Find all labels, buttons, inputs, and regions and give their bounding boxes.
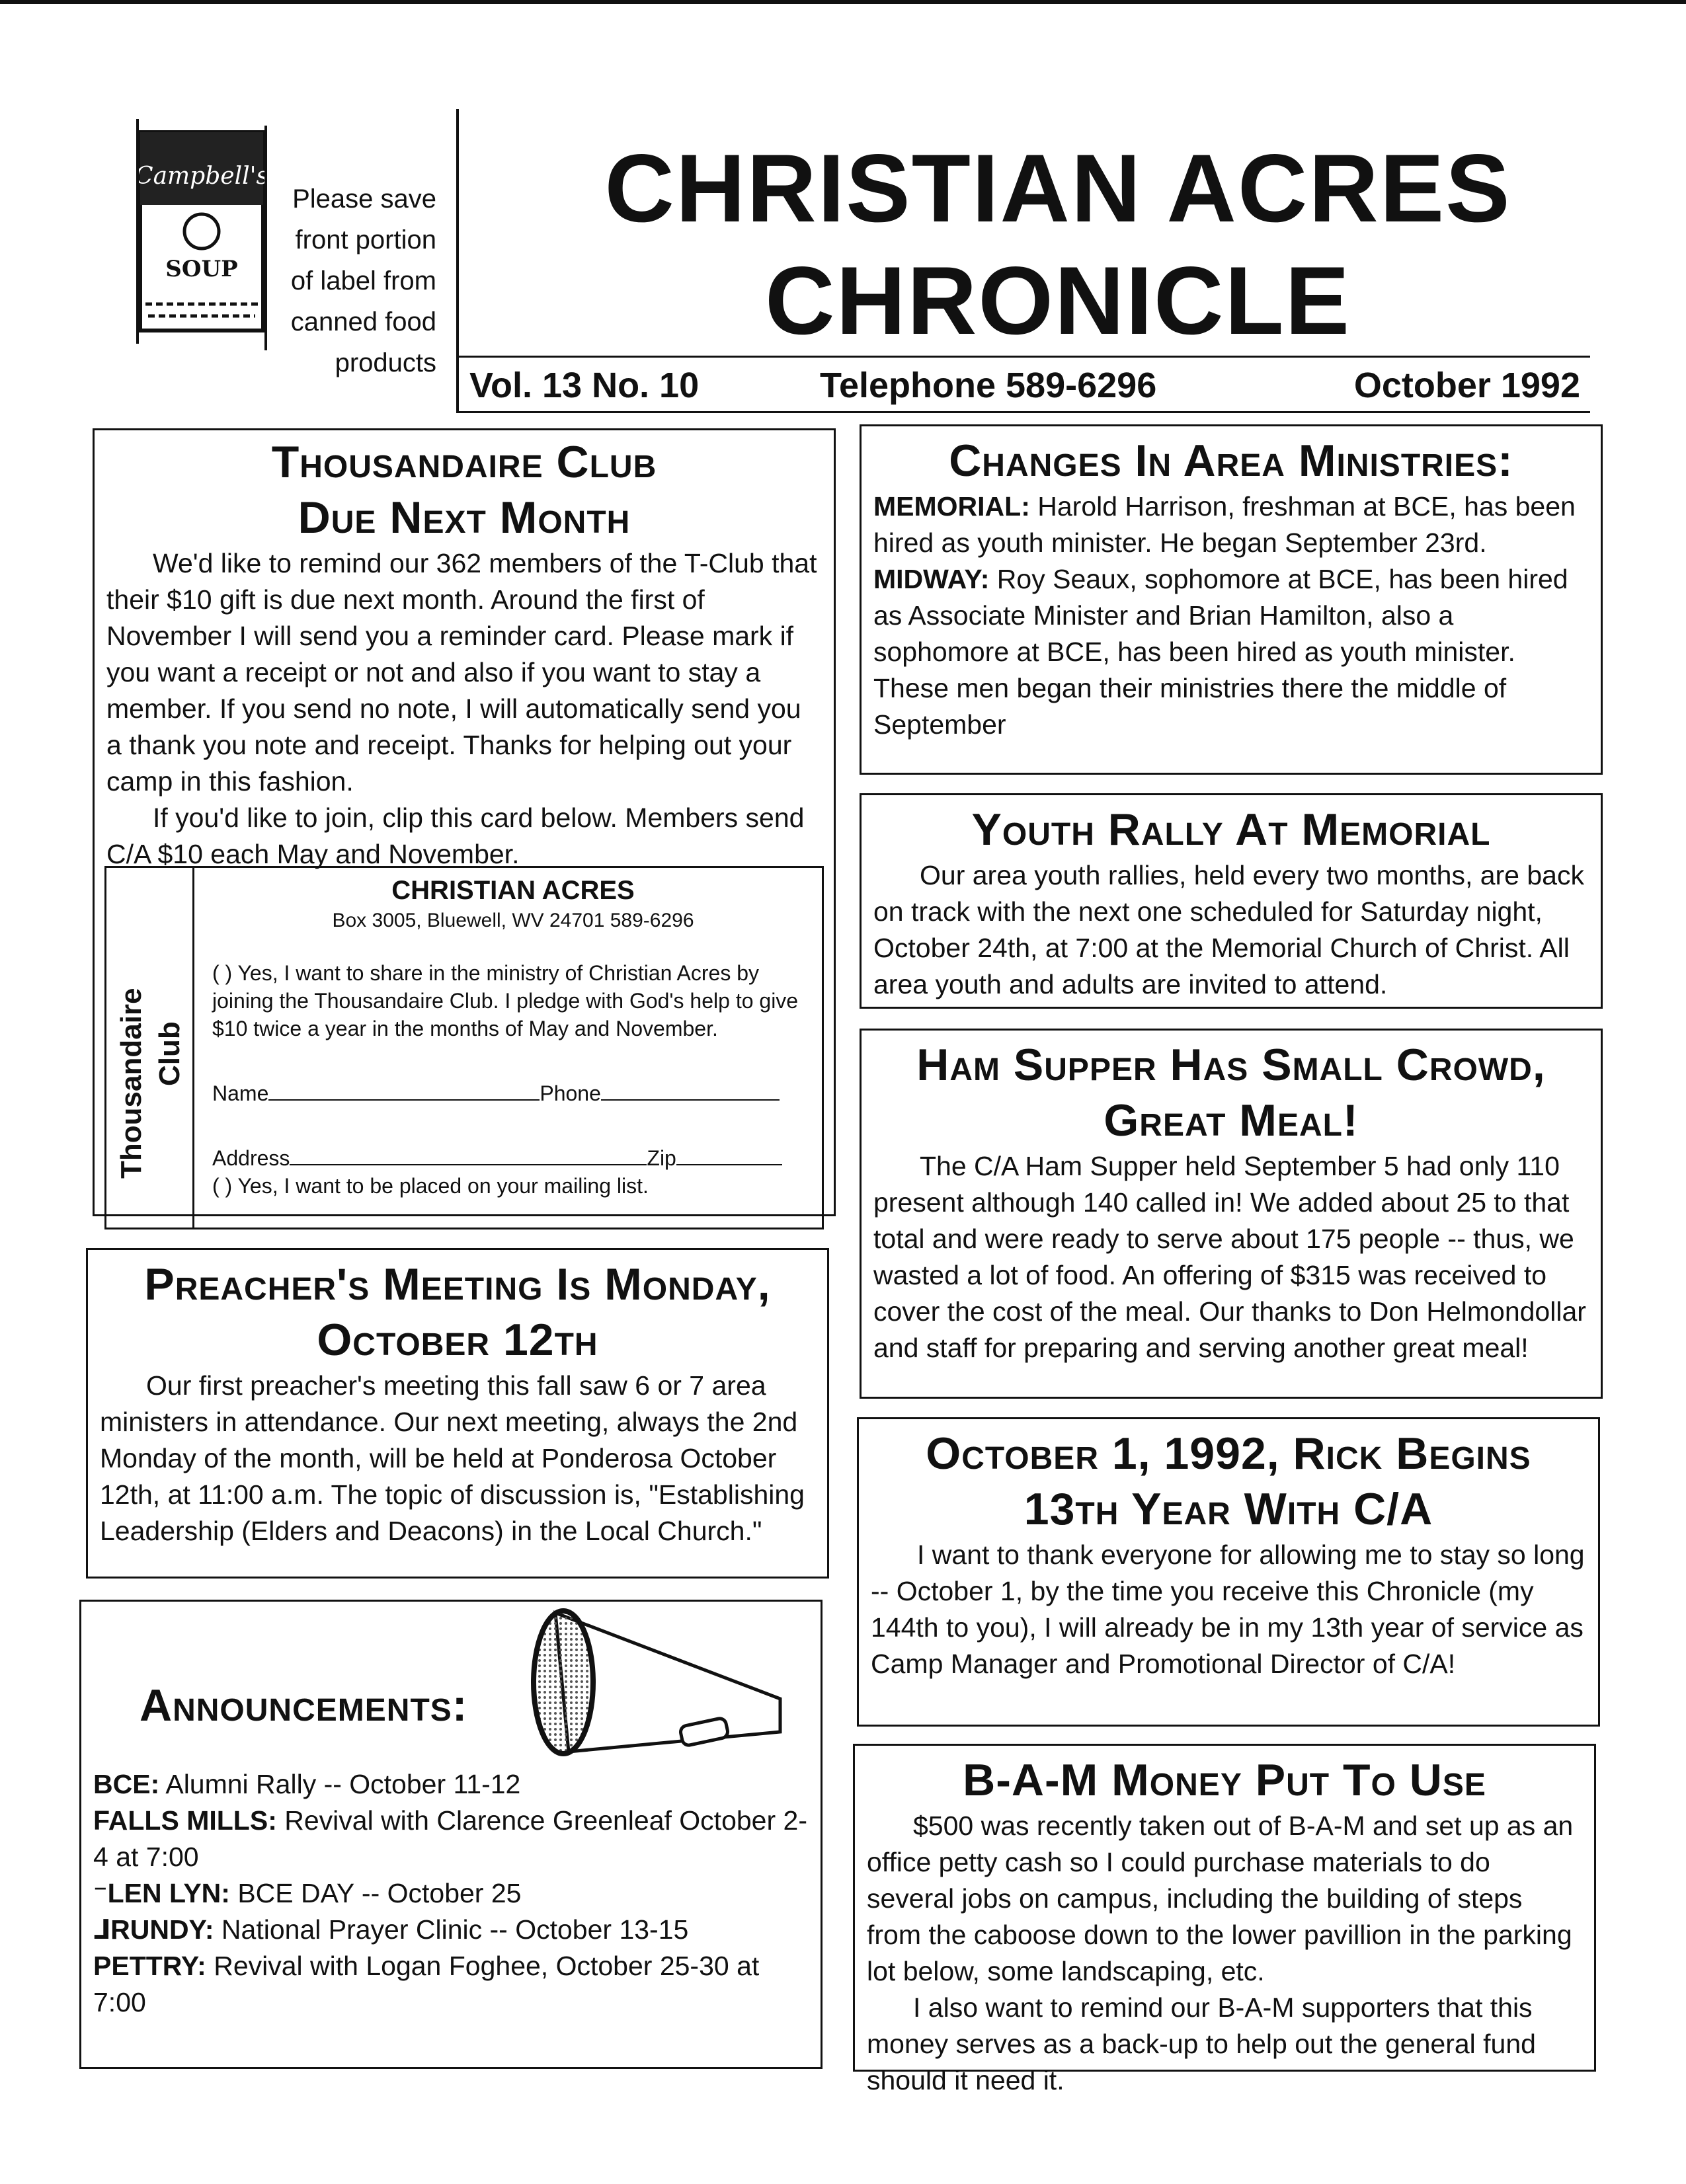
megaphone-icon (516, 1600, 793, 1772)
coupon-side-text-1: Thousandaire (115, 988, 147, 1179)
thousandaire-paragraph-1: We'd like to remind our 362 members of the T-Club that their $10 gift is due next month. Around the first of November I will send you a reminder card. Please mark if you want a receipt or not and also if you want to stay a member. If you send no note, I will automatically send you a thank you note and receipt. Thanks for helping out your camp in this fashion. (106, 548, 817, 797)
coupon-pledge: ( ) Yes, I want to share in the ministry of Christian Acres by joining the Thousandaire Club. I pledge with God's help to give $10 twice a year in the months of May and November. (212, 961, 799, 1040)
area-ministries-article (860, 424, 1603, 775)
thousandaire-heading-1: Thousandaire Club (271, 437, 657, 487)
coupon-address: Box 3005, Bluewell, WV 24701 589-6296 (332, 910, 694, 931)
ministries-heading: Changes In Area Ministries: (949, 436, 1513, 486)
masthead-divider (456, 109, 459, 413)
rick-anniversary-article (857, 1417, 1600, 1727)
ham-heading-2: Great Meal! (1104, 1095, 1359, 1146)
youth-paragraph: Our area youth rallies, held every two months, are back on track with the next one scheduled for Saturday night, October 24th, at 7:00 at the Memorial Church of Christ. All area youth and adults are invited to attend. (873, 860, 1584, 999)
soup-label-bottom: SOUP (165, 256, 238, 282)
coupon-side-text-2: Club (153, 1021, 186, 1086)
bam-paragraph-1: $500 was recently taken out of B-A-M and set up as an office petty cash so I could purchase materials to do several jobs on campus, including the building of steps from the caboose down to the lower pavillion in the parking lot below, some landscaping, etc. (867, 1811, 1574, 1986)
ham-paragraph: The C/A Ham Supper held September 5 had only 110 present although 140 called in! We added about 25 to that total and were ready to serve about 175 people -- thus, we wasted a lot of food. An offering of $315 was received to cover the cost of the meal. Our thanks to Don Helmondollar and staff for preparing and serving another great meal! (873, 1151, 1586, 1363)
issue-info-bar (469, 362, 1580, 409)
announcement-item: ⅃RUNDY: National Prayer Clinic -- October 13-15 (93, 1914, 689, 1945)
bam-money-article (853, 1744, 1596, 2095)
rick-heading-1: October 1, 1992, Rick Begins (926, 1428, 1531, 1479)
announcement-item: FALLS MILLS: Revival with Clarence Greenleaf October 2-4 at 7:00 (93, 1805, 807, 1872)
announcements-heading: Announcements: (140, 1680, 468, 1731)
ministries-midway: MIDWAY: Roy Seaux, sophomore at BCE, has been hired as Associate Minister and Brian Hamilton, also a sophomore at BCE, has been hired as youth minister. These men began their ministries there the middle of September (873, 564, 1568, 740)
thousandaire-heading-2: Due Next Month (298, 492, 631, 543)
phone-field[interactable] (601, 1079, 780, 1101)
zip-field[interactable] (676, 1144, 782, 1165)
masthead-rule-bottom (456, 411, 1590, 413)
coupon-name-row: Name Phone (212, 1079, 814, 1107)
bam-heading: B-A-M Money Put To Use (963, 1755, 1486, 1805)
coupon-mailing-list: ( ) Yes, I want to be placed on your mailing list. (212, 1174, 649, 1198)
soup-can-icon (132, 106, 271, 357)
preachers-heading-1: Preacher's Meeting Is Monday, (144, 1259, 771, 1309)
membership-coupon[interactable] (104, 866, 824, 1229)
coupon-body (212, 875, 814, 1200)
ministries-memorial: MEMORIAL: Harold Harrison, freshman at BCE, has been hired as youth minister. He began September 23rd. (873, 491, 1576, 558)
soup-label-top: Campbell's (135, 163, 268, 190)
announcement-item: ⁻LEN LYN: BCE DAY -- October 25 (93, 1878, 522, 1908)
volume-number: Vol. 13 No. 10 (469, 366, 700, 405)
ham-heading-1: Ham Supper Has Small Crowd, (916, 1040, 1546, 1090)
youth-heading: Youth Rally At Memorial (971, 804, 1491, 855)
rick-heading-2: 13th Year With C/A (1024, 1484, 1433, 1534)
coupon-title: CHRISTIAN ACRES (391, 876, 635, 905)
preachers-meeting-article (86, 1248, 829, 1579)
announcement-item: PETTRY: Revival with Logan Foghee, October 25-30 at 7:00 (93, 1951, 760, 2017)
address-field[interactable] (290, 1144, 647, 1165)
coupon-side-label (106, 868, 194, 1228)
bam-paragraph-2: I also want to remind our B-A-M supporters that this money serves as a back-up to help out the general fund should it need it. (867, 1992, 1536, 2095)
masthead-title: CHRISTIAN ACRES CHRONICLE (604, 134, 1511, 354)
youth-rally-article (860, 793, 1603, 1009)
preachers-heading-2: October 12th (317, 1315, 598, 1365)
top-rule (0, 0, 1686, 4)
issue-date: October 1992 (1353, 366, 1580, 405)
save-label-note: Please save front portion of label from canned food products (290, 184, 436, 377)
ham-supper-article (860, 1029, 1603, 1399)
rick-paragraph: I want to thank everyone for allowing me to stay so long -- October 1, by the time you receive this Chronicle (my 144th to you), I will already be in my 13th year of service as Camp Manager and Promotional Director of C/A! (871, 1540, 1585, 1679)
thousandaire-paragraph-2: If you'd like to join, clip this card below. Members send C/A $10 each May and November. (106, 802, 805, 869)
masthead-rule-top (456, 356, 1590, 358)
preachers-paragraph: Our first preacher's meeting this fall saw 6 or 7 area ministers in attendance. Our next meeting, always the 2nd Monday of the month, will be held at Ponderosa October 12th, at 11:00 a.m. The topic of discussion is, "Establishing Leadership (Elders and Deacons) in the Local Church." (100, 1370, 805, 1546)
coupon-address-row: Address Zip (212, 1144, 814, 1172)
telephone: Telephone 589-6296 (820, 366, 1157, 405)
announcement-item: BCE: Alumni Rally -- October 11-12 (93, 1769, 521, 1799)
name-field[interactable] (268, 1079, 540, 1101)
